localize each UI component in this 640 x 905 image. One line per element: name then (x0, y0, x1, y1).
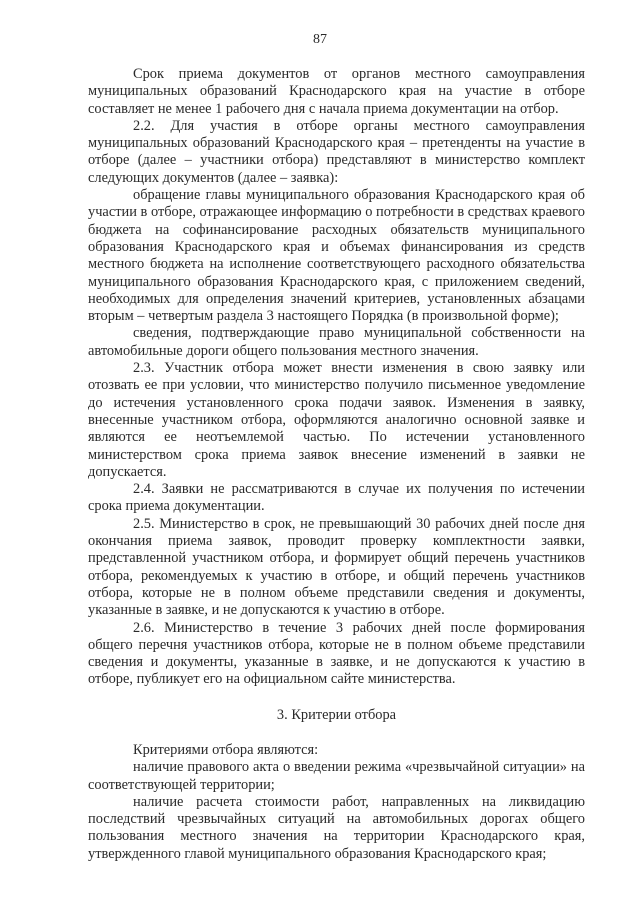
paragraph: 2.6. Министерство в течение 3 рабочих дней после формирования общего перечня участников отбора, которые не в полном объеме представили сведения и документы, указанные в заявке, и не допускаются к участию в отборе, публикует его на официальном сайте министерства. (88, 619, 585, 688)
paragraph: Срок приема документов от органов местного самоуправления муниципальных образований Краснодарского края на участие в отборе составляет не менее 1 рабочего дня с начала приема документации на отбор. (88, 66, 585, 117)
paragraph: наличие правового акта о введении режима «чрезвычайной ситуации» на соответствующей территории; (88, 759, 585, 793)
paragraph: Критериями отбора являются: (133, 741, 319, 758)
paragraph: 2.2. Для участия в отборе органы местного самоуправления муниципальных образований Краснодарского края – претенденты на участие в отборе (далее – участники отбора) представляют в министерство комплект следующих документов (далее – заявка): (88, 117, 585, 186)
page-number: 87 (313, 32, 327, 47)
paragraph: наличие расчета стоимости работ, направленных на ликвидацию последствий чрезвычайных ситуаций на автомобильных дорогах общего пользования местного значения на территории Краснодарского края, утвержденного главой муниципального образования Краснодарского края; (88, 793, 585, 862)
paragraph: 2.3. Участник отбора может внести изменения в свою заявку или отозвать ее при условии, что министерство получило письменное уведомление до истечения установленного срока подачи заявок. Изменения в заявку, внесенные участником отбора, оформляются аналогично основной заявке и являются ее неотъемлемой частью. По истечении установленного министерством срока приема заявок внесение изменений в заявки не допускается. (88, 360, 585, 480)
paragraph: обращение главы муниципального образования Краснодарского края об участии в отборе, отражающее информацию о потребности в средствах краевого бюджета на софинансирование расходных обязательств муниципального образования Краснодарского края и объемах финансирования из средств местного бюджета на исполнение соответствующего расходного обязательства муниципального образования Краснодарского края, с приложением сведений, необходимых для определения значений критериев, установленных абзацами вторым – четвертым раздела 3 настоящего Порядка (в произвольной форме); (88, 187, 585, 325)
document-body (88, 66, 585, 863)
paragraph: сведения, подтверждающие право муниципальной собственности на автомобильные дороги общего пользования местного значения. (88, 325, 585, 359)
section-heading: 3. Критерии отбора (276, 706, 397, 723)
paragraph: 2.5. Министерство в срок, не превышающий 30 рабочих дней после дня окончания приема заявок, проводит проверку комплектности заявки, представленной участником отбора, и формирует общий перечень участников отбора, рекомендуемых к участию в отборе, и общий перечень участников отбора, которые не в полном объеме представили сведения и документы, указанные в заявке, и не допускаются к участию в отборе. (88, 515, 585, 619)
paragraph: 2.4. Заявки не рассматриваются в случае их получения по истечении срока приема документации. (88, 481, 585, 515)
